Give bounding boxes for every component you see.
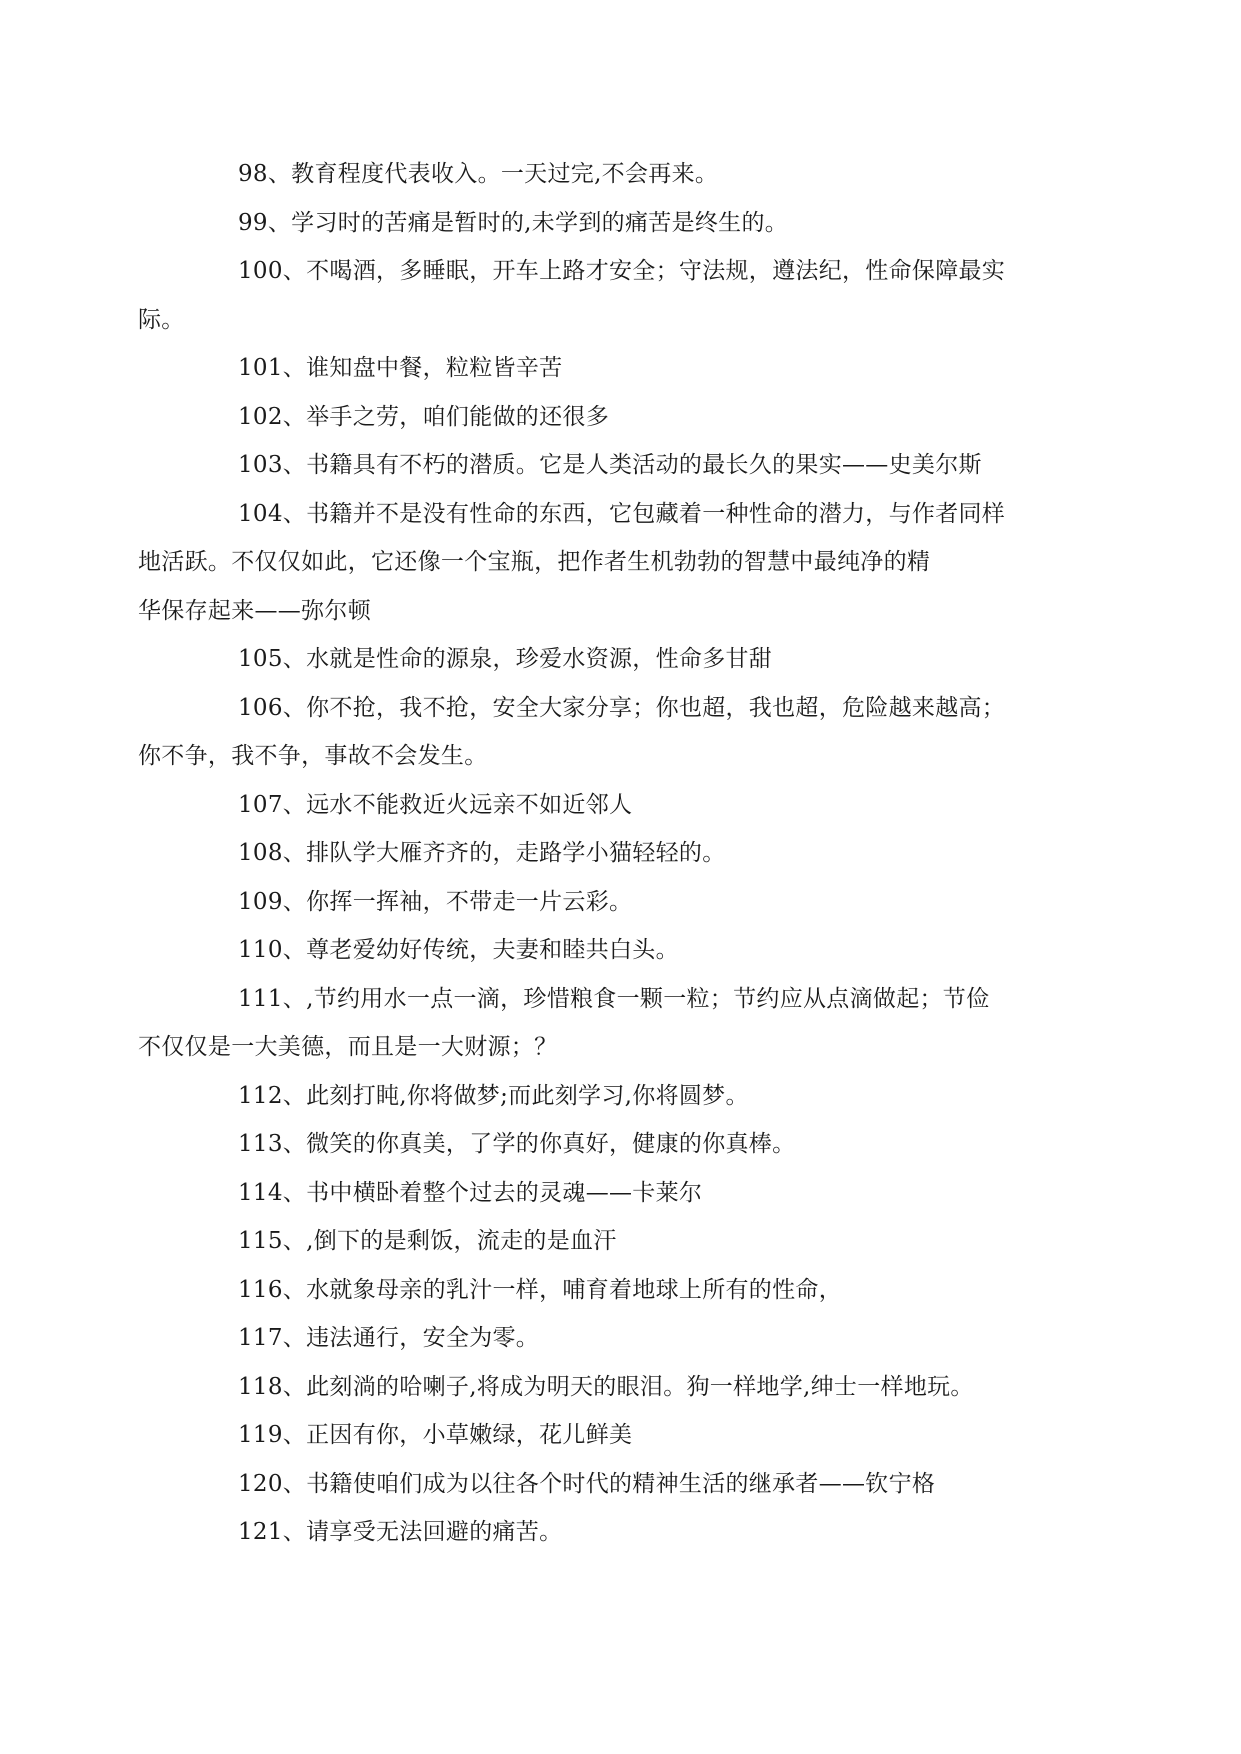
text-line: 113、微笑的你真美，了学的你真好，健康的你真棒。: [238, 1131, 796, 1157]
text-line: 104、书籍并不是没有性命的东西，它包藏着一种性命的潜力，与作者同样: [238, 500, 1006, 527]
text-line: 101、谁知盘中餐，粒粒皆辛苦: [238, 355, 563, 381]
paragraph: [188, 1217, 1058, 1266]
text-line: 际。: [138, 306, 185, 333]
text-line: 117、违法通行，安全为零。: [238, 1325, 540, 1351]
text-line: 103、书籍具有不朽的潜质。它是人类活动的最长久的果实——史美尔斯: [238, 452, 982, 478]
paragraph: [188, 1363, 1058, 1412]
text-line: 你不争，我不争，事故不会发生。: [138, 743, 488, 769]
text-line: 106、你不抢，我不抢，安全大家分享；你也超，我也超，危险越来越高；: [238, 694, 1006, 721]
text-line: 121、请享受无法回避的痛苦。: [238, 1519, 563, 1545]
text-line: 112、此刻打盹,你将做梦;而此刻学习,你将圆梦。: [238, 1082, 749, 1109]
paragraph: [188, 393, 1058, 442]
text-line: 120、书籍使咱们成为以往各个时代的精神生活的继承者——钦宁格: [238, 1470, 936, 1497]
text-line: 100、不喝酒，多睡眠，开车上路才安全；守法规，遵法纪，性命保障最实: [238, 258, 1006, 284]
text-line: 119、正因有你，小草嫩绿，花儿鲜美: [238, 1422, 633, 1448]
paragraph: [188, 1072, 1058, 1121]
text-line: 115、,倒下的是剩饭，流走的是血汗: [238, 1228, 617, 1254]
paragraph: [138, 247, 1058, 344]
text-line: 105、水就是性命的源泉，珍爱水资源，性命多甘甜: [238, 646, 773, 672]
paragraph: [188, 1120, 1058, 1169]
paragraph: [188, 441, 1058, 490]
paragraph: [188, 829, 1058, 878]
paragraph: [188, 344, 1058, 393]
paragraph: [188, 878, 1058, 927]
text-line: 地活跃。不仅仅如此，它还像一个宝瓶，把作者生机勃勃的智慧中最纯净的精: [138, 549, 931, 575]
paragraph: [188, 1411, 1058, 1460]
paragraph: [188, 1460, 1058, 1509]
paragraph: [188, 635, 1058, 684]
text-line: 111、,节约用水一点一滴，珍惜粮食一颗一粒；节约应从点滴做起；节俭: [238, 985, 990, 1012]
paragraph: [188, 150, 1058, 199]
text-line: 114、书中横卧着整个过去的灵魂——卡莱尔: [238, 1179, 703, 1206]
paragraph: [188, 926, 1058, 975]
paragraph: [188, 1266, 1058, 1315]
text-line: 110、尊老爱幼好传统，夫妻和睦共白头。: [238, 937, 679, 963]
text-line: 118、此刻淌的哈喇子,将成为明天的眼泪。狗一样地学,绅士一样地玩。: [238, 1373, 974, 1400]
text-line: 不仅仅是一大美德，而且是一大财源；？: [138, 1034, 558, 1060]
text-line: 华保存起来——弥尔顿: [138, 597, 371, 624]
text-line: 108、排队学大雁齐齐的，走路学小猫轻轻的。: [238, 840, 726, 866]
text-line: 102、举手之劳，咱们能做的还很多: [238, 403, 609, 430]
paragraph: [188, 1314, 1058, 1363]
paragraph: [138, 490, 1058, 636]
paragraph: [138, 684, 1058, 781]
text-line: 99、学习时的苦痛是暂时的,未学到的痛苦是终生的。: [238, 209, 789, 236]
paragraph: [188, 781, 1058, 830]
paragraph: [138, 975, 1058, 1072]
paragraph: [188, 1169, 1058, 1218]
text-line: 98、教育程度代表收入。一天过完,不会再来。: [238, 161, 719, 187]
text-line: 107、远水不能救近火远亲不如近邻人: [238, 791, 633, 818]
text-line: 116、水就象母亲的乳汁一样，哺育着地球上所有的性命，: [238, 1276, 842, 1303]
text-line: 109、你挥一挥袖，不带走一片云彩。: [238, 888, 633, 915]
paragraph: [188, 199, 1058, 248]
document-body: [138, 150, 1058, 1557]
paragraph: [188, 1508, 1058, 1557]
